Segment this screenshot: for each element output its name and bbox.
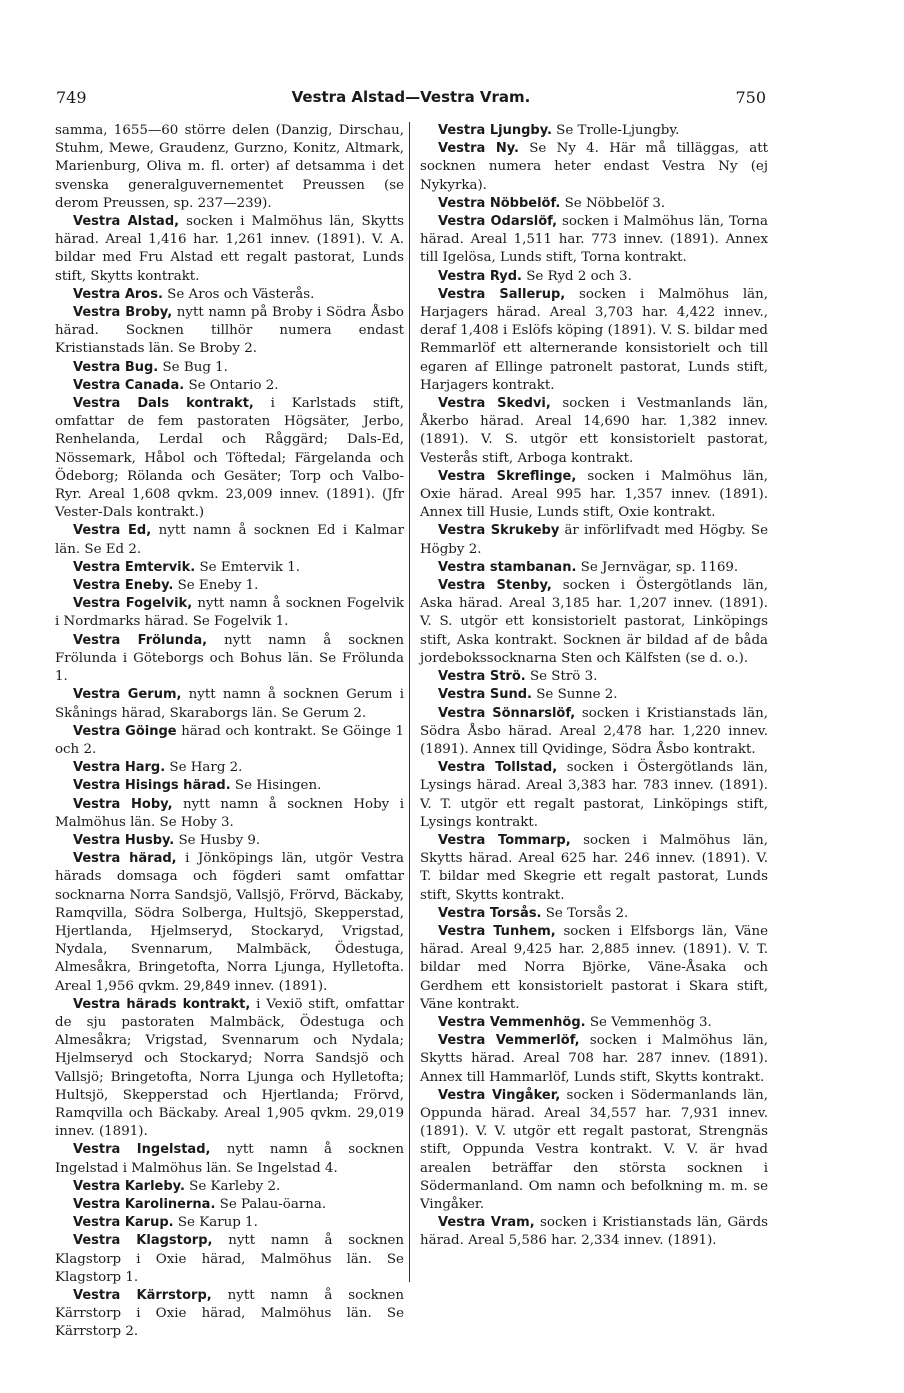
column-divider <box>409 122 410 1282</box>
entry-text: nytt namn å socknen Klagstorp i Oxie härad, Malmöhus län. Se Klagstorp 1. <box>55 1233 404 1285</box>
entry-headword: Vestra Tollstad, <box>438 760 558 776</box>
entry-headword: Vestra Dals kontrakt, <box>73 396 254 412</box>
entry-text: socken i Malmöhus län, Oxie härad. Areal 995 har. 1,357 innev. (1891). Annex till Husie, Lunds stift, Oxie kontrakt. <box>420 468 768 521</box>
entry-headword: Vestra Ed, <box>73 523 152 539</box>
entry-text: nytt namn på Broby i Södra Åsbo härad. Socknen tillhör numera endast Kristianstads län. Se Broby 2. <box>55 305 404 357</box>
dictionary-entry <box>55 1287 404 1342</box>
dictionary-entry <box>55 1141 404 1177</box>
entry-text: socken i Malmöhus län, Skytts härad. Areal 625 har. 246 innev. (1891). V. T. bildar med Skegrie ett regalt pastorat, Lunds stift, Skytts kontrakt. <box>420 832 768 903</box>
entry-headword: Vestra Skrukeby <box>438 523 560 539</box>
entry-headword: Vestra Kärrstorp, <box>73 1288 212 1303</box>
entry-headword: Vestra Ny. <box>438 141 519 157</box>
entry-text: Se Nöbbelöf 3. <box>560 195 666 211</box>
entry-text: Se Sunne 2. <box>531 687 618 703</box>
dictionary-entry <box>55 996 404 1142</box>
entry-text: härad och kontrakt. Se Göinge 1 och 2. <box>55 723 405 757</box>
entry-text: Se Emtervik 1. <box>195 559 301 575</box>
entry-headword: Vestra Hoby, <box>73 796 173 812</box>
dictionary-entry <box>55 777 404 795</box>
entry-text: socken i Malmöhus län, Skytts härad. Areal 1,416 har. 1,261 innev. (1891). V. A. bildar med Fru Alstad ett regalt pastorat, Lunds stift, Skytts kontrakt. <box>55 214 404 284</box>
entry-text: socken i Vestmanlands län, Åkerbo härad. Areal 14,690 har. 1,382 innev. (1891). V. S. utgör ett konsistorielt pastorat, Vesterås stift, Arboga kontrakt. <box>420 396 768 466</box>
dictionary-entry <box>55 304 404 359</box>
entry-headword: Vestra Tommarp, <box>438 832 571 848</box>
dictionary-entry <box>55 595 404 631</box>
entry-text: Se Palau-öarna. <box>215 1196 327 1212</box>
dictionary-entry <box>420 468 768 523</box>
entry-text: socken i Malmöhus län, Harjagers härad. Areal 3,703 har. 4,422 innev., deraf 1,408 i Eslöfs köping (1891). V. S. bildar med Remmarlöf ett alternerande konsistorielt och till egaren af Ellinge patronelt pastorat, Lunds stift, Harjagers kontrakt. <box>420 286 768 393</box>
entry-headword: Vestra Hisings härad. <box>73 778 231 794</box>
dictionary-entry <box>420 577 768 668</box>
entry-text: Se Vemmenhög 3. <box>585 1014 712 1030</box>
page-number-right: 750 <box>735 88 766 107</box>
entry-text: i Karlstads stift, omfattar de fem pastoraten Högsäter, Jerbo, Renhelanda, Lerdal och Råggärd; Dals-Ed, Nössemark, Håbol och Töftedal; Färgelanda och Ödeborg; Rölanda och Gesäter; Torp och Valbo-Ryr. Areal 1,608 qvkm. 23,009 innev. (1891). (Jfr Vester-Dals kontrakt.) <box>55 396 404 521</box>
entry-headword: Vestra Vram, <box>438 1215 535 1231</box>
entry-text: socken i Östergötlands län, Aska härad. Areal 3,185 har. 1,207 innev. (1891). V. S. utgör ett konsistorielt pastorat, Linköpings stift, Aska kontrakt. Socknen är bildad af de båda jordebokssocknarna Sten och Kälfsten (se d. o.). <box>420 578 768 666</box>
entry-text: nytt namn å socknen Kärrstorp i Oxie härad, Malmöhus län. Se Kärrstorp 2. <box>55 1288 404 1340</box>
entry-headword: Vestra Odarslöf, <box>438 214 558 230</box>
entry-text: Se Husby 9. <box>174 832 261 848</box>
dictionary-entry <box>420 122 768 140</box>
entry-headword: Vestra härads kontrakt, <box>73 996 251 1012</box>
entry-text: Se Eneby 1. <box>173 578 259 594</box>
entry-headword: Vestra Strö. <box>438 669 526 685</box>
entry-headword: Vestra Aros. <box>73 286 163 302</box>
entry-headword: Vestra Emtervik. <box>73 559 196 575</box>
entry-text: är införlifvadt med Högby. Se Högby 2. <box>420 523 768 557</box>
dictionary-entry <box>55 377 404 395</box>
dictionary-entry <box>420 140 768 195</box>
dictionary-entry <box>55 1178 404 1196</box>
entry-text: socken i Malmöhus län, Skytts härad. Areal 708 har. 287 innev. (1891). Annex till Hammarlöf, Lunds stift, Skytts kontrakt. <box>420 1033 768 1085</box>
dictionary-entry <box>420 1032 768 1087</box>
entry-headword: Vestra Gerum, <box>73 687 182 703</box>
dictionary-entry <box>420 268 768 286</box>
dictionary-entry <box>55 723 404 759</box>
entry-headword: Vestra Göinge <box>73 723 177 739</box>
entry-headword: Vestra Stenby, <box>438 578 552 594</box>
entry-text: Se Harg 2. <box>165 760 243 776</box>
entry-text: nytt namn å socknen Ed i Kalmar län. Se Ed 2. <box>55 523 404 557</box>
entry-headword: Vestra Skedvi, <box>438 396 551 412</box>
entry-headword: Vestra Sund. <box>438 687 532 703</box>
dictionary-entry <box>55 832 404 850</box>
dictionary-entry <box>55 686 404 722</box>
entry-text: i Vexiö stift, omfattar de sju pastoraten Malmbäck, Ödestuga och Almesåkra; Vrigstad, Svennarum och Nydala; Hjelmseryd och Stockaryd; Norra Sandsjö och Vallsjö; Bringetofta, Norra Ljunga och Hylletofta; Hultsjö, Skepperstad och Hjertlanda; Frörvd, Ramqvilla och Bäckaby. Areal 1,905 qvkm. 29,019 innev. (1891). <box>55 996 404 1140</box>
entry-headword: Vestra Klagstorp, <box>73 1233 213 1249</box>
entry-headword: Vestra Vingåker, <box>438 1087 561 1103</box>
dictionary-entry <box>420 832 768 905</box>
entry-headword: Vestra Fogelvik, <box>73 596 193 612</box>
dictionary-entry <box>55 1196 404 1214</box>
running-title: Vestra Alstad—Vestra Vram. <box>291 88 531 106</box>
dictionary-entry <box>55 122 404 213</box>
entry-text: Se Karleby 2. <box>184 1178 281 1194</box>
page-header <box>56 88 766 108</box>
dictionary-entry <box>55 359 404 377</box>
dictionary-entry <box>420 705 768 760</box>
entry-headword: Vestra härad, <box>73 851 177 867</box>
entry-headword: Vestra Frölunda, <box>73 632 208 648</box>
left-column <box>55 122 404 1342</box>
entry-headword: Vestra Nöbbelöf. <box>438 195 561 211</box>
dictionary-entry <box>420 395 768 468</box>
right-column <box>420 122 768 1251</box>
entry-headword: Vestra Torsås. <box>438 905 542 921</box>
entry-text: Se Ryd 2 och 3. <box>521 268 632 284</box>
dictionary-entry <box>55 522 404 558</box>
dictionary-entry <box>420 1087 768 1214</box>
entry-headword: Vestra Ryd. <box>438 268 522 284</box>
entry-text: Se Ny 4. Här må tilläggas, att socknen numera heter endast Vestra Ny (ej Nykyrka). <box>420 141 768 193</box>
dictionary-entry <box>420 286 768 395</box>
entry-headword: Vestra Vemmenhög. <box>438 1014 586 1030</box>
dictionary-entry <box>420 923 768 1014</box>
entry-headword: Vestra Bug. <box>73 359 159 375</box>
dictionary-entry <box>55 559 404 577</box>
entry-text: nytt namn å socknen Hoby i Malmöhus län. Se Hoby 3. <box>55 796 404 830</box>
dictionary-entry <box>420 522 768 558</box>
entry-text: samma, 1655—60 större delen (Danzig, Dirschau, Stuhm, Mewe, Graudenz, Gurzno, Konitz, Altmark, Marienburg, Oliva m. fl. orter) af detsamma i det svenska generalguvernementet Preussen (se derom Preussen, sp. 237—239). <box>55 123 404 211</box>
dictionary-entry <box>55 577 404 595</box>
entry-text: Se Aros och Västerås. <box>162 286 315 302</box>
dictionary-entry <box>55 213 404 286</box>
entry-text: Se Ontario 2. <box>184 377 279 393</box>
entry-text: socken i Elfsborgs län, Väne härad. Areal 9,425 har. 2,885 innev. (1891). V. T. bildar med Norra Björke, Väne-Åsaka och Gerdhem ett konsistorielt pastorat i Skara stift, Väne kontrakt. <box>420 923 768 1012</box>
entry-headword: Vestra stambanan. <box>438 559 577 575</box>
entry-headword: Vestra Karolinerna. <box>73 1196 216 1212</box>
entry-headword: Vestra Ljungby. <box>438 123 552 138</box>
entry-headword: Vestra Skreflinge, <box>438 468 577 484</box>
dictionary-entry <box>55 632 404 687</box>
entry-headword: Vestra Husby. <box>73 832 175 848</box>
entry-text: socken i Malmöhus län, Torna härad. Areal 1,511 har. 773 innev. (1891). Annex till Igelösa, Lunds stift, Torna kontrakt. <box>420 214 768 266</box>
dictionary-entry <box>420 759 768 832</box>
entry-text: nytt namn å socknen Gerum i Skånings härad, Skaraborgs län. Se Gerum 2. <box>55 687 404 721</box>
entry-headword: Vestra Vemmerlöf, <box>438 1033 580 1049</box>
dictionary-entry <box>55 1214 404 1232</box>
entry-headword: Vestra Harg. <box>73 760 166 776</box>
entry-text: socken i Kristianstads län, Södra Åsbo härad. Areal 2,478 har. 1,220 innev. (1891). Annex till Qvidinge, Södra Åsbo kontrakt. <box>420 705 768 757</box>
entry-text: Se Karup 1. <box>173 1215 258 1231</box>
entry-text: socken i Kristianstads län, Gärds härad. Areal 5,586 har. 2,334 innev. (1891). <box>420 1215 769 1249</box>
dictionary-entry <box>55 850 404 996</box>
entry-headword: Vestra Tunhem, <box>438 923 556 939</box>
entry-text: Se Torsås 2. <box>541 905 629 921</box>
entry-text: Se Strö 3. <box>525 669 598 685</box>
dictionary-entry <box>420 1214 768 1250</box>
entry-text: i Jönköpings län, utgör Vestra härads domsaga och fögderi samt omfattar socknarna Norra Sandsjö, Vallsjö, Frörvd, Bäckaby, Ramqvilla, Södra Solberga, Hultsjö, Skepperstad, Hjertlanda, Hjelmseryd, Stockaryd, Vrigstad, Nydala, Svennarum, Malmbäck, Ödestuga, Almesåkra, Bringetofta, Norra Ljunga, Hylletofta. Areal 1,956 qvkm. 29,849 innev. (1891). <box>55 851 404 994</box>
dictionary-entry <box>420 559 768 577</box>
entry-headword: Vestra Alstad, <box>73 214 180 230</box>
entry-headword: Vestra Canada. <box>73 377 185 393</box>
dictionary-entry <box>420 195 768 213</box>
entry-text: nytt namn å socknen Ingelstad i Malmöhus län. Se Ingelstad 4. <box>55 1142 404 1176</box>
dictionary-entry <box>55 759 404 777</box>
entry-headword: Vestra Broby, <box>73 305 173 321</box>
entry-text: Se Hisingen. <box>230 778 322 794</box>
dictionary-entry <box>55 286 404 304</box>
entry-text: Se Bug 1. <box>158 359 228 375</box>
entry-text: nytt namn å socknen Frölunda i Göteborgs och Bohus län. Se Frölunda 1. <box>55 632 404 685</box>
dictionary-entry <box>420 668 768 686</box>
entry-headword: Vestra Karup. <box>73 1215 174 1231</box>
entry-text: socken i Östergötlands län, Lysings härad. Areal 3,383 har. 783 innev. (1891). V. T. utgör ett regalt pastorat, Linköpings stift, Lysings kontrakt. <box>420 760 768 830</box>
entry-headword: Vestra Sönnarslöf, <box>438 705 576 721</box>
dictionary-entry <box>420 1014 768 1032</box>
page-number-left: 749 <box>56 88 87 107</box>
entry-text: Se Jernvägar, sp. 1169. <box>576 559 739 575</box>
dictionary-entry <box>420 213 768 268</box>
dictionary-entry <box>55 1232 404 1287</box>
dictionary-entry <box>55 395 404 522</box>
entry-text: socken i Södermanlands län, Oppunda härad. Areal 34,557 har. 7,931 innev. (1891). V. V. utgör ett regalt pastorat, Strengnäs stift, Oppunda Vestra kontrakt. V. V. är hvad arealen beträffar den största socknen i Södermanland. Om namn och befolkning m. m. se Vingåker. <box>420 1087 768 1212</box>
dictionary-entry <box>420 905 768 923</box>
entry-headword: Vestra Sallerup, <box>438 286 566 302</box>
entry-headword: Vestra Karleby. <box>73 1178 185 1194</box>
entry-text: nytt namn å socknen Fogelvik i Nordmarks härad. Se Fogelvik 1. <box>55 596 404 630</box>
entry-headword: Vestra Eneby. <box>73 578 174 594</box>
entry-text: Se Trolle-Ljungby. <box>551 123 680 138</box>
dictionary-entry <box>55 796 404 832</box>
dictionary-entry <box>420 686 768 704</box>
entry-headword: Vestra Ingelstad, <box>73 1142 211 1158</box>
